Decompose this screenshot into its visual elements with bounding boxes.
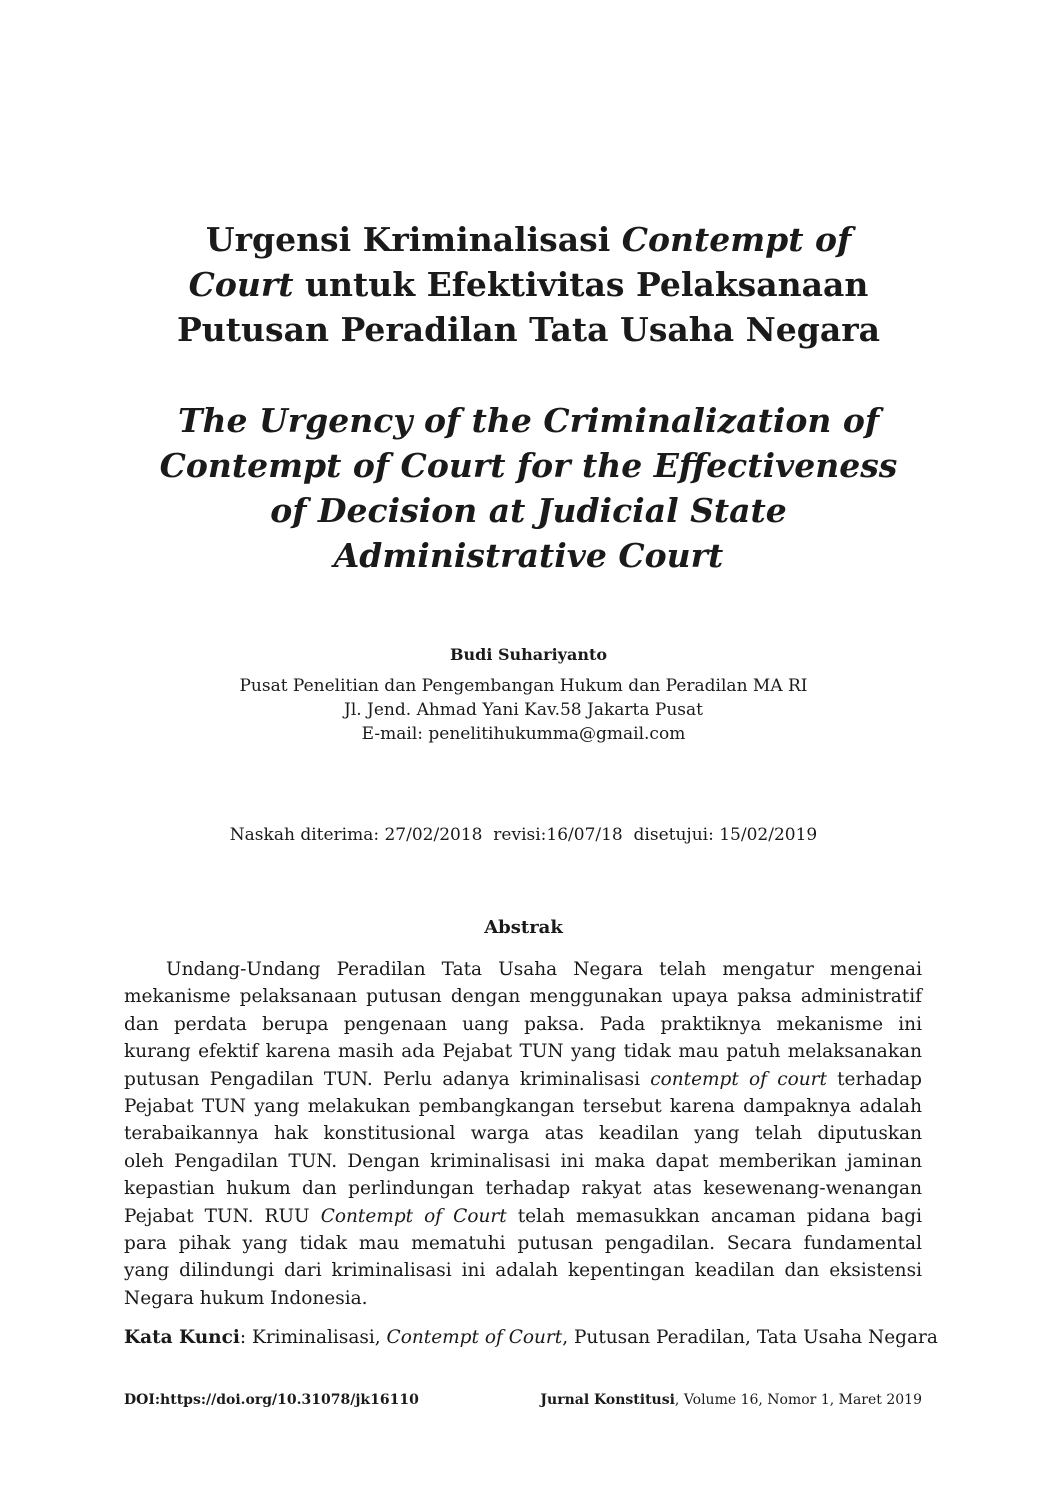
abstract-line: Negara hukum Indonesia. (124, 1287, 368, 1309)
abstract-line: kurang efektif karena masih ada Pejabat TUN yang tidak mau patuh melaksanakan (124, 1041, 922, 1063)
abstract-line: kepastian hukum dan perlindungan terhadap rakyat atas kesewenang-wenangan (124, 1178, 922, 1200)
title-en-line-3: of Decision at Judicial State (270, 491, 787, 530)
title-id-italic-2: Court (188, 265, 294, 304)
title-id-line-1: Urgensi Kriminalisasi Contempt of (205, 220, 852, 259)
abstract-line: yang dilindungi dari kriminalisasi ini adalah kepentingan keadilan dan eksistensi (124, 1260, 922, 1282)
manuscript-dates: Naskah diterima: 27/02/2018 revisi:16/07/18 disetujui: 15/02/2019 (229, 825, 818, 845)
author-email: E-mail: penelitihukumma@gmail.com (361, 724, 686, 744)
abstract-line: terabaikannya hak konstitusional warga atas keadilan yang telah diputuskan (124, 1123, 922, 1145)
title-en-line-2: Contempt of Court for the Effectiveness (159, 446, 898, 485)
abstract-line: dan perdata berupa pengenaan uang paksa. Pada praktiknya mekanisme ini (124, 1013, 922, 1035)
abstract-line: Pejabat TUN. RUU Contempt of Court telah memasukkan ancaman pidana bagi (124, 1205, 922, 1227)
journal-citation: Jurnal Konstitusi, Volume 16, Nomor 1, Maret 2019 (540, 1392, 922, 1408)
title-indonesian (100, 217, 957, 352)
abstract-line: Undang-Undang Peradilan Tata Usaha Negara telah mengatur mengenai (166, 959, 922, 980)
title-id-italic-1: Contempt of (621, 220, 852, 259)
keywords: Kata Kunci: Kriminalisasi, Contempt of Court, Putusan Peradilan, Tata Usaha Negara (124, 1327, 938, 1348)
abstract-line: oleh Pengadilan TUN. Dengan kriminalisasi ini maka dapat memberikan jaminan (124, 1150, 922, 1172)
abstract-line: mekanisme pelaksanaan putusan dengan menggunakan upaya paksa administratif (124, 986, 922, 1008)
keywords-label: Kata Kunci (124, 1327, 240, 1348)
abstract-line: Pejabat TUN yang melakukan pembangkangan tersebut karena dampaknya adalah (124, 1096, 922, 1118)
journal-name: Jurnal Konstitusi (540, 1392, 675, 1408)
author-name: Budi Suhariyanto (449, 645, 608, 664)
title-en-line-1: The Urgency of the Criminalization of (177, 401, 880, 440)
author-address: Jl. Jend. Ahmad Yani Kav.58 Jakarta Pusat (344, 700, 703, 720)
abstract-heading: Abstrak (484, 917, 563, 938)
author-institution: Pusat Penelitian dan Pengembangan Hukum dan Peradilan MA RI (239, 676, 808, 696)
abstract-body (124, 956, 922, 1312)
keywords-italic-term: Contempt of Court (386, 1327, 563, 1348)
abstract-line: para pihak yang tidak mau mematuhi putusan pengadilan. Secara fundamental (124, 1233, 922, 1255)
doi-link[interactable]: DOI:https://doi.org/10.31078/jk16110 (124, 1392, 419, 1408)
abstract-italic-term: contempt of court (650, 1068, 827, 1090)
abstract-line: putusan Pengadilan TUN. Perlu adanya kriminalisasi contempt of court terhadap (124, 1068, 923, 1090)
title-id-line-2: Court untuk Efektivitas Pelaksanaan (188, 265, 869, 304)
abstract-italic-term: Contempt of Court (320, 1205, 507, 1227)
author-affiliation (0, 674, 1047, 746)
title-id-line-3: Putusan Peradilan Tata Usaha Negara (176, 310, 881, 349)
title-english (100, 398, 957, 578)
title-en-line-4: Administrative Court (333, 536, 724, 575)
